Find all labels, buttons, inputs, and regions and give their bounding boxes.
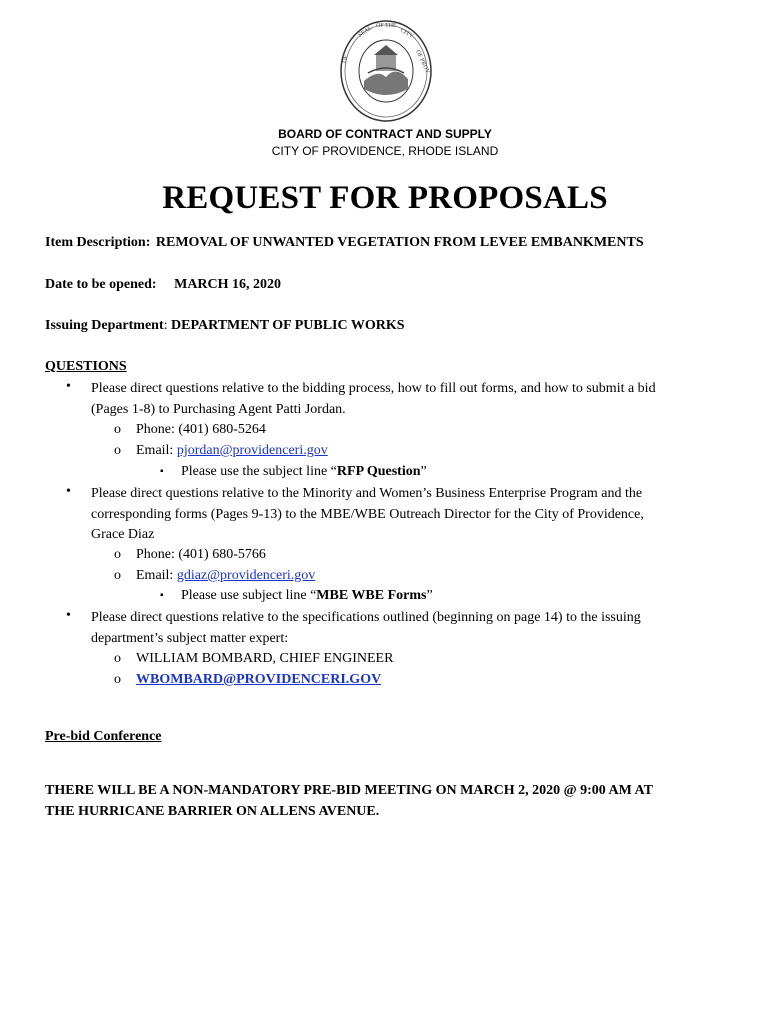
city-seal-icon — [338, 17, 434, 125]
bullet-icon: • — [66, 608, 71, 623]
email-line — [136, 566, 315, 586]
issuing-department-label: Issuing Department — [45, 318, 164, 333]
list-item: Please direct questions relative to the bidding process, how to fill out forms, and how to submit a bid — [91, 381, 656, 396]
date-opened-value: MARCH 16, 2020 — [174, 277, 282, 292]
sub-bullet-icon: o — [114, 547, 121, 562]
issuing-department-value: DEPARTMENT OF PUBLIC WORKS — [171, 318, 405, 333]
subject-line — [181, 586, 433, 606]
subject-prefix: Please use the subject line “ — [181, 464, 337, 479]
prebid-heading: Pre-bid Conference — [45, 729, 162, 744]
sub-bullet-icon: o — [114, 443, 121, 458]
org-name: BOARD OF CONTRACT AND SUPPLY — [278, 127, 492, 141]
bullet-icon: • — [66, 484, 71, 499]
item-description-value: REMOVAL OF UNWANTED VEGETATION FROM LEVEE EMBANKMENTS — [155, 235, 644, 250]
square-bullet-icon: ▪ — [160, 466, 164, 477]
list-item: Please direct questions relative to the specifications outlined (beginning on page 14) to the issuing — [91, 610, 641, 625]
date-opened — [45, 277, 281, 293]
bullet-icon: • — [66, 379, 71, 394]
page-title: REQUEST FOR PROPOSALS — [162, 180, 608, 216]
square-bullet-icon: ▪ — [160, 590, 164, 601]
prebid-notice — [45, 780, 735, 822]
list-item-continued: corresponding forms (Pages 9-13) to the MBE/WBE Outreach Director for the City of Providence, — [91, 507, 644, 522]
phone-text: Phone: (401) 680-5264 — [136, 422, 266, 437]
subject-suffix: ” — [420, 464, 427, 479]
item-description — [45, 235, 644, 251]
email-link[interactable]: WBOMBARD@PROVIDENCERI.GOV — [136, 672, 382, 687]
list-item: Please direct questions relative to the Minority and Women’s Business Enterprise Program and the — [91, 486, 643, 501]
email-link[interactable]: pjordan@providenceri.gov — [176, 443, 328, 458]
email-link[interactable]: gdiaz@providenceri.gov — [176, 568, 316, 583]
list-item-continued: department’s subject matter expert: — [91, 631, 289, 646]
org-location: CITY OF PROVIDENCE, RHODE ISLAND — [271, 144, 499, 158]
email-label: Email: — [136, 443, 177, 458]
date-opened-label: Date to be opened: — [45, 277, 157, 292]
list-item-continued: Grace Diaz — [91, 527, 155, 542]
subject-prefix: Please use subject line “ — [181, 588, 317, 603]
sub-bullet-icon: o — [114, 422, 121, 437]
issuing-department-colon: : — [163, 318, 168, 333]
list-item-continued: (Pages 1-8) to Purchasing Agent Patti Jordan. — [91, 402, 346, 417]
questions-heading: QUESTIONS — [45, 359, 127, 374]
svg-text:OF THE: OF THE — [376, 23, 397, 29]
prebid-notice-line: THE HURRICANE BARRIER ON ALLENS AVENUE. — [45, 804, 380, 819]
phone-text: Phone: (401) 680-5766 — [136, 547, 266, 562]
issuing-department — [45, 318, 405, 334]
prebid-notice-line: THERE WILL BE A NON-MANDATORY PRE-BID MEETING ON MARCH 2, 2020 @ 9:00 AM AT — [45, 783, 653, 798]
sub-bullet-icon: o — [114, 568, 121, 583]
email-label: Email: — [136, 568, 177, 583]
svg-text:CITY: CITY — [399, 27, 415, 40]
email-line — [136, 441, 328, 461]
subject-line — [181, 462, 427, 482]
contact-name: WILLIAM BOMBARD, CHIEF ENGINEER — [136, 651, 394, 666]
svg-text:OF PROV: OF PROV — [414, 49, 431, 75]
subject-value: RFP Question — [336, 464, 421, 479]
sub-bullet-icon: o — [114, 651, 121, 666]
item-description-label: Item Description: — [45, 235, 151, 250]
sub-bullet-icon: o — [114, 672, 121, 687]
svg-text:OF: OF — [342, 54, 350, 64]
subject-suffix: ” — [426, 588, 433, 603]
subject-value: MBE WBE Forms — [316, 588, 427, 603]
contact-email — [136, 670, 381, 690]
svg-text:SEAL: SEAL — [357, 25, 374, 39]
